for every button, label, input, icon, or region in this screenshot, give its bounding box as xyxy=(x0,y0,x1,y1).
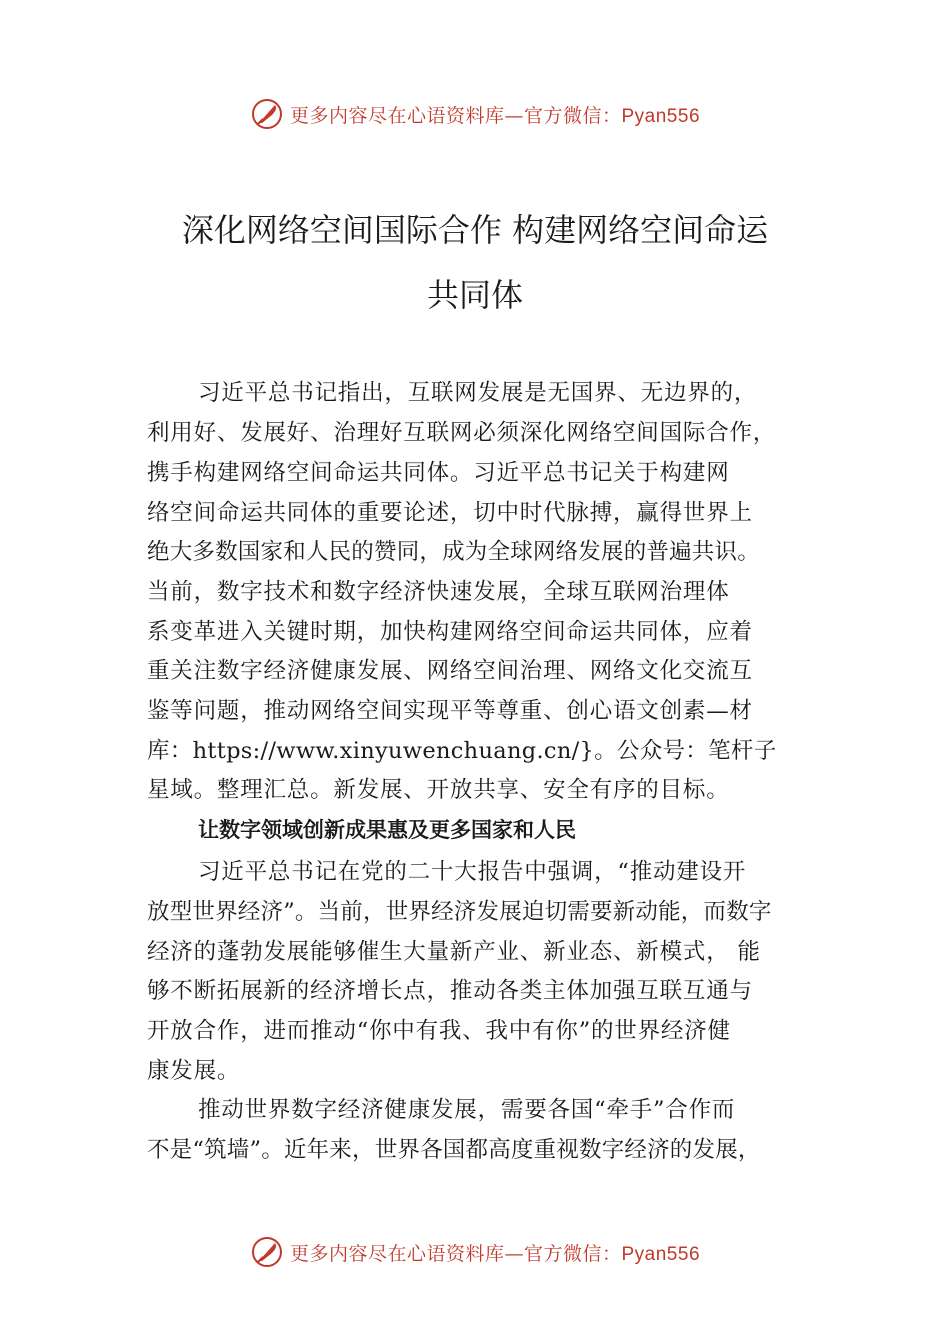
paragraph-line: 习近平总书记指出，互联网发展是无国界、无边界的， xyxy=(198,380,758,406)
header-banner xyxy=(0,94,950,134)
paragraph-line: 习近平总书记在党的二十大报告中强调，“推动建设开 xyxy=(198,859,747,885)
quill-logo-icon xyxy=(250,1235,284,1269)
paragraph-line: 当前，数字技术和数字经济快速发展，全球互联网治理体 xyxy=(147,579,730,605)
quill-logo-icon xyxy=(250,97,284,131)
banner-text: 更多内容尽在心语资料库—官方微信：Pyan556 xyxy=(289,104,701,127)
paragraph-line: 不是“筑墙”。近年来，世界各国都高度重视数字经济的发展， xyxy=(147,1137,761,1163)
paragraph-line: 康发展。 xyxy=(147,1058,241,1084)
paragraph-line: 放型世界经济”。当前，世界经济发展迫切需要新动能，而数字 xyxy=(147,899,772,925)
paragraph-line: 开放合作，进而推动“你中有我、我中有你”的世界经济健 xyxy=(147,1018,731,1044)
section-heading: 让数字领域创新成果惠及更多国家和人民 xyxy=(198,818,576,842)
paragraph-line: 绝大多数国家和人民的赞同，成为全球网络发展的普遍共识。 xyxy=(147,539,760,565)
paragraph-line: 携手构建网络空间命运共同体。习近平总书记关于构建网 xyxy=(147,460,730,486)
paragraph-line: 推动世界数字经济健康发展，需要各国“牵手”合作而 xyxy=(198,1097,736,1123)
paragraph-line: 够不断拓展新的经济增长点，推动各类主体加强互联互通与 xyxy=(147,978,753,1004)
paragraph-line: 鉴等问题，推动网络空间实现平等尊重、创心语文创素—材 xyxy=(147,698,753,724)
footer-banner xyxy=(0,1232,950,1272)
paragraph-line: 利用好、发展好、治理好互联网必须深化网络空间国际合作， xyxy=(147,420,777,446)
banner-text: 更多内容尽在心语资料库—官方微信：Pyan556 xyxy=(289,1242,701,1265)
paragraph-line: 重关注数字经济健康发展、网络空间治理、网络文化交流互 xyxy=(147,658,753,684)
paragraph-line: 系变革进入关键时期，加快构建网络空间命运共同体，应着 xyxy=(147,619,753,645)
page-title-line-1: 深化网络空间国际合作 构建网络空间命运 xyxy=(181,211,769,249)
paragraph-line: 库：https://www.xinyuwenchuang.cn/}。公众号：笔杆子 xyxy=(147,738,777,764)
page-title-line-2: 共同体 xyxy=(426,276,523,314)
paragraph-line: 经济的蓬勃发展能够催生大量新产业、新业态、新模式， 能 xyxy=(147,939,761,965)
paragraph-line: 星域。整理汇总。新发展、开放共享、安全有序的目标。 xyxy=(147,777,730,803)
paragraph-line: 络空间命运共同体的重要论述，切中时代脉搏，赢得世界上 xyxy=(147,500,753,526)
